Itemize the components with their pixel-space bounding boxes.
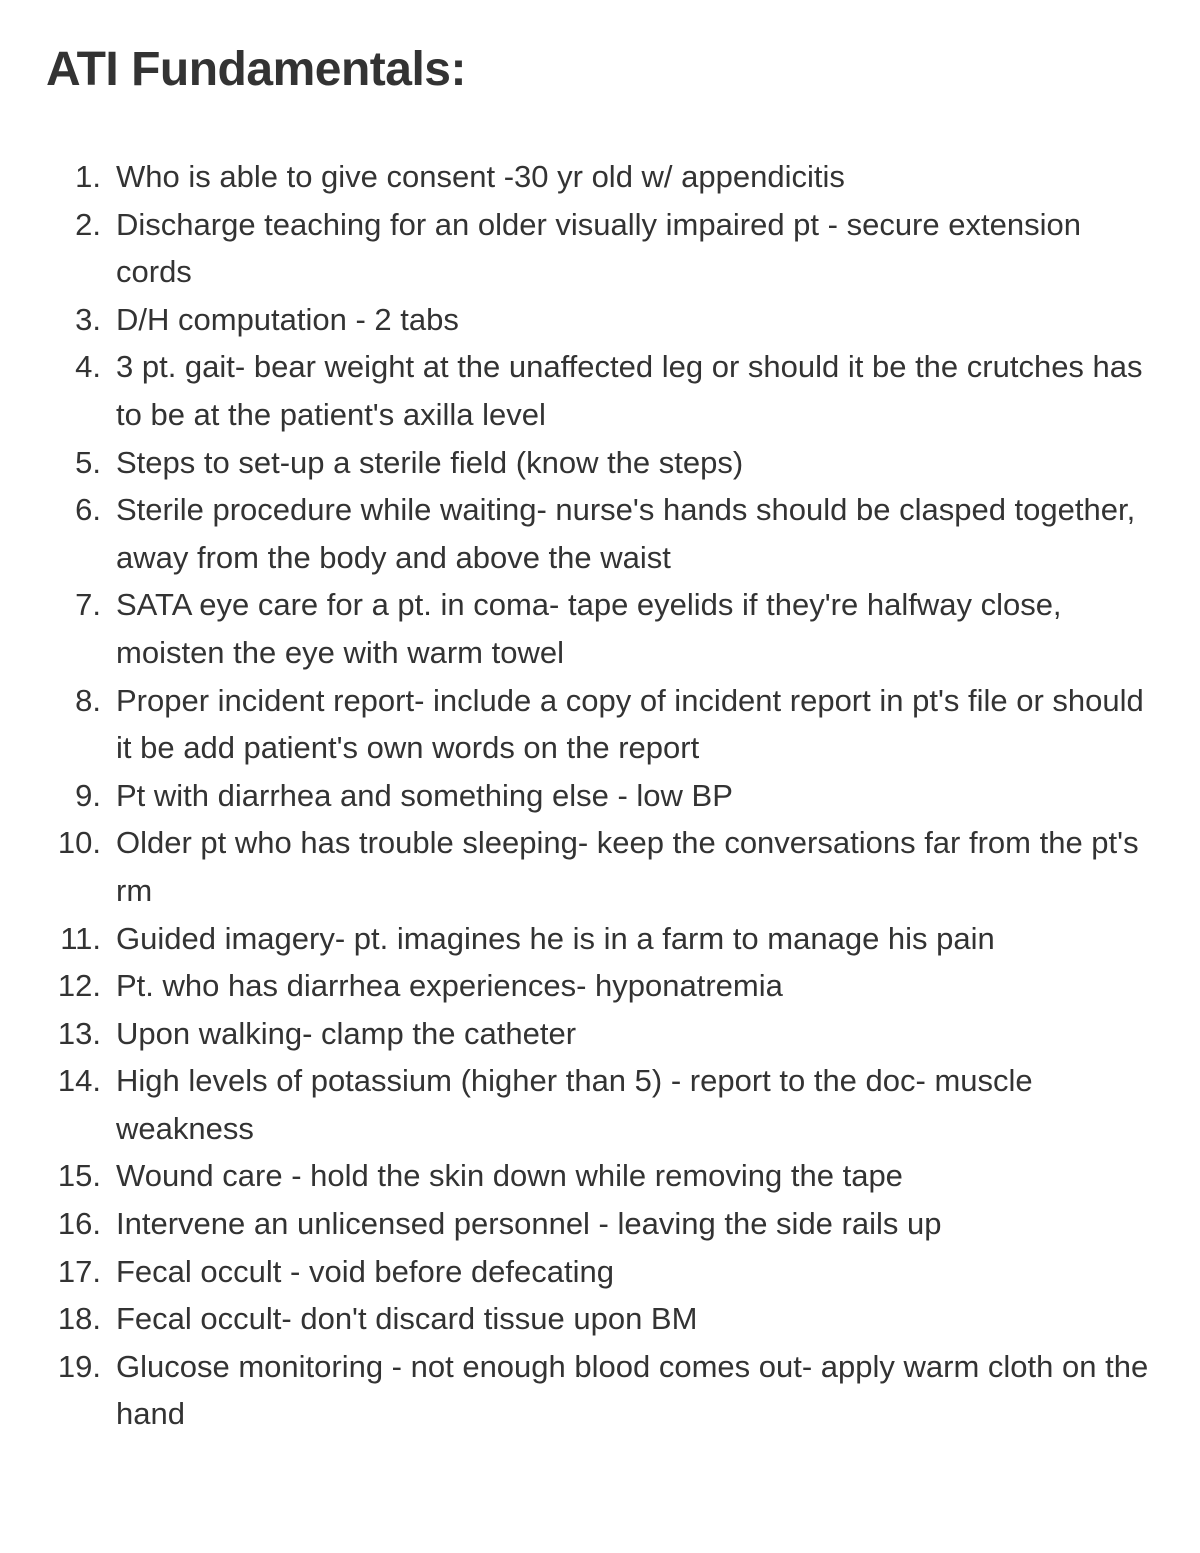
list-item-number: 13.: [57, 1015, 101, 1051]
list-item-text: 3 pt. gait- bear weight at the unaffected leg or should it be the crutches has to be at the patient's axilla level: [116, 349, 1143, 432]
list-item-number: 19.: [57, 1348, 101, 1384]
list-item-text: Pt. who has diarrhea experiences- hyponatremia: [116, 968, 783, 1004]
list-item: [0, 1343, 1200, 1438]
list-item: [0, 1295, 1200, 1343]
list-item-text: Intervene an unlicensed personnel - leaving the side rails up: [116, 1206, 942, 1242]
list-item: [0, 153, 1200, 201]
list-item: [0, 1200, 1200, 1248]
list-item-text: Glucose monitoring - not enough blood comes out- apply warm cloth on the hand: [116, 1348, 1149, 1432]
list-item-text: Steps to set-up a sterile field (know the steps): [116, 444, 744, 480]
list-item-number: 3.: [75, 301, 101, 337]
list-item: [0, 962, 1200, 1010]
list-item-number: 10.: [57, 825, 101, 861]
list-item-text: Older pt who has trouble sleeping- keep the conversations far from the pt's rm: [116, 825, 1139, 908]
list-item-number: 16.: [57, 1206, 101, 1242]
list-item: [0, 1057, 1200, 1152]
list-item-number: 12.: [57, 968, 101, 1004]
list-item: [0, 1152, 1200, 1200]
list-item-number: 5.: [75, 444, 101, 480]
list-item-text: Fecal occult- don't discard tissue upon BM: [116, 1301, 698, 1337]
list-item: [0, 343, 1200, 438]
numbered-list: [0, 153, 1200, 1438]
list-item: [0, 439, 1200, 487]
list-item-text: Discharge teaching for an older visually impaired pt - secure extension cords: [116, 206, 1081, 290]
page-title: ATI Fundamentals:: [46, 43, 466, 96]
list-item: [0, 1248, 1200, 1296]
list-item-number: 15.: [57, 1158, 101, 1194]
list-item: [0, 296, 1200, 344]
list-item-number: 1.: [75, 159, 101, 194]
list-item-text: Who is able to give consent -30 yr old w/ appendicitis: [116, 159, 845, 194]
list-item-text: Guided imagery- pt. imagines he is in a farm to manage his pain: [116, 920, 995, 956]
list-item-number: 4.: [75, 349, 101, 385]
list-item-text: High levels of potassium (higher than 5) - report to the doc- muscle weakness: [116, 1063, 1033, 1146]
list-item-text: Wound care - hold the skin down while removing the tape: [116, 1158, 903, 1194]
list-item-text: Fecal occult - void before defecating: [116, 1253, 614, 1289]
list-item: [0, 581, 1200, 676]
list-item: [0, 201, 1200, 296]
list-item-number: 8.: [75, 682, 101, 718]
list-item-text: Upon walking- clamp the catheter: [116, 1015, 577, 1051]
list-item-text: Proper incident report- include a copy of incident report in pt's file or should it be add patient's own words on the report: [116, 682, 1144, 766]
list-item: [0, 772, 1200, 820]
list-item: [0, 915, 1200, 963]
list-item: [0, 677, 1200, 772]
list-item-number: 9.: [75, 777, 101, 813]
list-item: [0, 819, 1200, 914]
list-item-text: Sterile procedure while waiting- nurse's hands should be clasped together, away from the body and above the waist: [116, 492, 1136, 575]
list-item-text: SATA eye care for a pt. in coma- tape eyelids if they're halfway close, moisten the eye with warm towel: [116, 587, 1062, 670]
list-item-number: 14.: [57, 1063, 101, 1099]
list-item: [0, 1010, 1200, 1058]
list-item: [0, 486, 1200, 581]
list-item-text: Pt with diarrhea and something else - low BP: [116, 777, 733, 813]
list-item-number: 7.: [75, 587, 101, 623]
list-item-number: 18.: [57, 1301, 101, 1337]
list-item-number: 2.: [75, 206, 101, 242]
list-item-number: 11.: [60, 920, 101, 956]
list-item-number: 6.: [75, 492, 101, 528]
list-item-text: D/H computation - 2 tabs: [116, 301, 459, 337]
list-item-number: 17.: [57, 1253, 101, 1289]
